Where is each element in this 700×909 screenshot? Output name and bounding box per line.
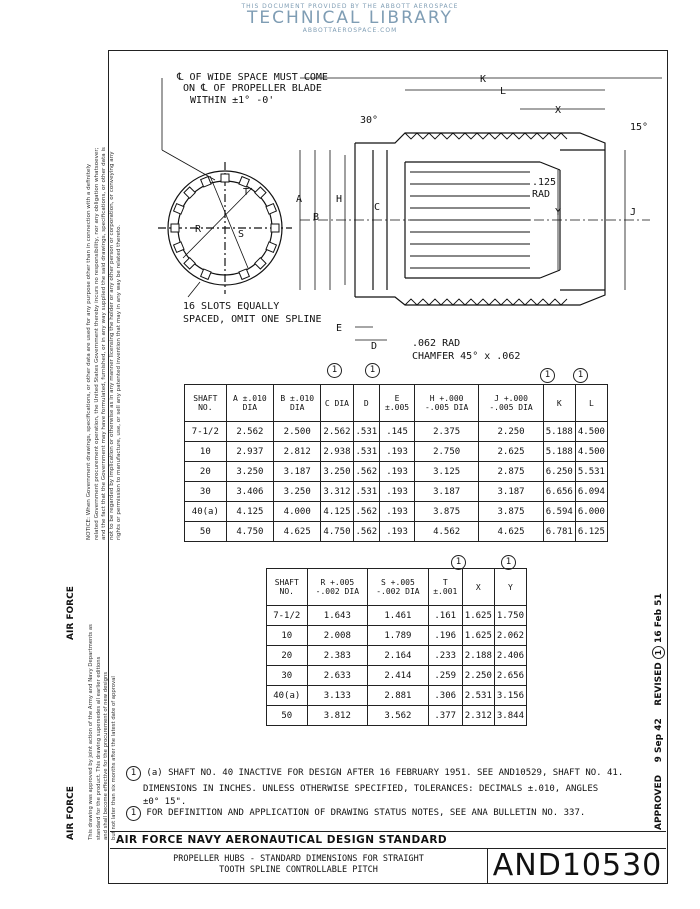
cell-h: 3.187 (414, 482, 478, 502)
label-rad-125: .125 (532, 177, 557, 188)
column-header-r: R +.005 -.002 DIA (307, 569, 368, 606)
cell-h: 4.562 (414, 522, 478, 542)
spline-slot (174, 204, 184, 214)
cell-k: 6.250 (543, 462, 575, 482)
table-row (185, 462, 608, 482)
cell-a: 4.750 (226, 522, 273, 542)
table-row (185, 442, 608, 462)
cell-j: 3.187 (479, 482, 543, 502)
cell-y: 1.750 (494, 606, 526, 626)
table-shaft-dims-2 (266, 568, 527, 726)
cell-k: 6.594 (543, 502, 575, 522)
cell-j: 2.625 (479, 442, 543, 462)
cell-r: 3.812 (307, 706, 368, 726)
cell-a: 2.937 (226, 442, 273, 462)
cell-shaft: 50 (267, 706, 308, 726)
cell-e: .193 (380, 462, 415, 482)
cell-j: 3.875 (479, 502, 543, 522)
column-header-k: K (543, 385, 575, 422)
cell-r: 2.008 (307, 626, 368, 646)
status-mark-k: 1 (540, 368, 555, 383)
cell-h: 3.125 (414, 462, 478, 482)
cell-shaft: 20 (267, 646, 308, 666)
dim-e: E (336, 323, 343, 334)
column-header-d: D (353, 385, 380, 422)
spline-slot (174, 242, 184, 252)
table-row (267, 626, 527, 646)
cell-k: 5.188 (543, 422, 575, 442)
label-rad-062: .062 RAD (412, 338, 461, 349)
spline-slot (184, 258, 195, 269)
cell-shaft: 30 (267, 666, 308, 686)
cell-d: .562 (353, 462, 380, 482)
cell-c: 2.562 (321, 422, 353, 442)
cell-h: 3.875 (414, 502, 478, 522)
air-force-label-top: AIR FORCE (66, 586, 76, 640)
drawing-labels (176, 72, 648, 362)
cell-e: .193 (380, 502, 415, 522)
cell-h: 2.750 (414, 442, 478, 462)
cell-c: 4.750 (321, 522, 353, 542)
column-header-a: A ±.010 DIA (226, 385, 273, 422)
cell-c: 4.125 (321, 502, 353, 522)
cell-s: 1.789 (368, 626, 429, 646)
cell-t: .233 (428, 646, 462, 666)
cell-l: 6.094 (575, 482, 607, 502)
dim-x: X (555, 105, 562, 116)
note-1-text: (a) SHAFT NO. 40 INACTIVE FOR DESIGN AFTER 16 FEBRUARY 1951. SEE AND10529, SHAFT NO. 41. (146, 768, 624, 778)
cell-d: .531 (353, 422, 380, 442)
dim-r: R (195, 224, 202, 235)
cell-a: 3.250 (226, 462, 273, 482)
table-shaft-dims-1 (184, 384, 608, 542)
label-angle-15: 15° (630, 122, 649, 133)
cell-x: 2.312 (462, 706, 494, 726)
note-within: WITHIN ±1° -0' (190, 95, 275, 106)
status-mark-x: 1 (451, 555, 466, 570)
dim-k: K (480, 74, 487, 85)
table-row (185, 422, 608, 442)
column-header-x: X (462, 569, 494, 606)
status-mark-y: 1 (501, 555, 516, 570)
cell-y: 2.062 (494, 626, 526, 646)
cell-b: 3.250 (274, 482, 321, 502)
spline-slot (255, 187, 266, 198)
banner-provided-by: THIS DOCUMENT PROVIDED BY THE ABBOTT AEROSPACE (241, 3, 459, 10)
table-header-row (267, 569, 527, 606)
cell-r: 1.643 (307, 606, 368, 626)
table-row (267, 646, 527, 666)
table-header-row (185, 385, 608, 422)
cell-d: .562 (353, 502, 380, 522)
table-row (267, 706, 527, 726)
approval-notice-line: but not later than six months after the latest date of approval (110, 676, 117, 840)
cell-b: 2.812 (274, 442, 321, 462)
dim-b: B (313, 212, 320, 223)
cell-l: 4.500 (575, 422, 607, 442)
table-row (185, 522, 608, 542)
label-rad: RAD (532, 189, 551, 200)
cell-shaft: 20 (185, 462, 227, 482)
cell-shaft: 50 (185, 522, 227, 542)
status-mark-d: 1 (365, 363, 380, 378)
cell-l: 6.000 (575, 502, 607, 522)
drawing-description-line-1: PROPELLER HUBS - STANDARD DIMENSIONS FOR STRAIGHT (173, 854, 424, 864)
cell-x: 2.250 (462, 666, 494, 686)
cell-d: .531 (353, 482, 380, 502)
notice-line: NOTICE: When Government drawings, specifications, or other data are used for any purpose other than in connection with a definitely (86, 163, 92, 540)
cell-t: .161 (428, 606, 462, 626)
engineering-drawing (0, 0, 700, 370)
cell-e: .193 (380, 522, 415, 542)
cell-l: 4.500 (575, 442, 607, 462)
dim-l: L (500, 86, 507, 97)
note-3-mark: 1 (126, 806, 141, 821)
cell-s: 1.461 (368, 606, 429, 626)
air-force-label-bottom: AIR FORCE (66, 786, 76, 840)
table-row (185, 502, 608, 522)
cell-s: 2.881 (368, 686, 429, 706)
cell-b: 3.187 (274, 462, 321, 482)
cell-t: .259 (428, 666, 462, 686)
status-mark-l: 1 (573, 368, 588, 383)
cell-b: 2.500 (274, 422, 321, 442)
cell-a: 4.125 (226, 502, 273, 522)
cell-k: 6.781 (543, 522, 575, 542)
cell-a: 3.406 (226, 482, 273, 502)
spline-grooves (410, 172, 530, 268)
column-header-shaft: SHAFT NO. (185, 385, 227, 422)
cell-shaft: 10 (267, 626, 308, 646)
spline-slot (271, 224, 279, 232)
cell-r: 2.633 (307, 666, 368, 686)
notice-line: related Government procurement operation, the United States Government thereby incurs no responsibility, nor any obligation whatsoever; (93, 147, 100, 540)
cell-s: 3.562 (368, 706, 429, 726)
cell-a: 2.562 (226, 422, 273, 442)
cell-d: .531 (353, 442, 380, 462)
cell-x: 2.531 (462, 686, 494, 706)
cell-s: 2.414 (368, 666, 429, 686)
cell-h: 2.375 (414, 422, 478, 442)
note-1 (126, 766, 623, 781)
spline-slot (201, 177, 211, 187)
note-centerline: ℄ OF WIDE SPACE MUST COME (177, 72, 328, 83)
dim-c: C (374, 202, 381, 213)
notice-line: not to be regarded by implication or otherwise as in any manner licensing the holder or any other person or corporation, or conveying any (108, 151, 115, 540)
cell-e: .145 (380, 422, 415, 442)
revised-date: 16 Feb 51 (654, 593, 664, 643)
note-slots-2: SPACED, OMIT ONE SPLINE (183, 314, 322, 325)
note-tolerances-text-2: ±0° 15". (143, 797, 187, 807)
cell-r: 3.133 (307, 686, 368, 706)
dim-a: A (296, 194, 303, 205)
notice-line: and the fact that the Government may have formulated, furnished, or in any way supplied the said drawings, specifications, or other data is (101, 147, 107, 540)
table-row (185, 482, 608, 502)
drawing-description (110, 849, 488, 883)
spline-slot (221, 174, 229, 182)
approval-notice-line: This drawing was approved by joint action of the Army and Navy Departments as (88, 624, 94, 840)
spline-slot (171, 224, 179, 232)
cell-y: 3.156 (494, 686, 526, 706)
table-row (267, 686, 527, 706)
revision-mark: 1 (652, 646, 665, 659)
approved-label: APPROVED (654, 774, 664, 830)
approved-date: 9 Sep 42 (654, 718, 664, 763)
column-header-s: S +.005 -.002 DIA (368, 569, 429, 606)
column-header-l: L (575, 385, 607, 422)
cell-c: 3.312 (321, 482, 353, 502)
drawing-description-line-2: TOOTH SPLINE CONTROLLABLE PITCH (219, 865, 378, 875)
notice-line: rights or permission to manufacture, use, or sell any patented invention that may in any way be related thereto. (116, 224, 122, 540)
column-header-y: Y (494, 569, 526, 606)
column-header-h: H +.000 -.005 DIA (414, 385, 478, 422)
cell-r: 2.383 (307, 646, 368, 666)
cell-x: 1.625 (462, 626, 494, 646)
spline-slot (266, 242, 276, 252)
banner-title: TECHNICAL LIBRARY (247, 8, 453, 28)
cell-shaft: 7-1/2 (185, 422, 227, 442)
approval-notice-line: standard for the product. This drawing supersedes all earlier editions (95, 656, 102, 840)
column-header-t: T ±.001 (428, 569, 462, 606)
approval-notice-line: and shall become effective for the procurement of new designs (103, 671, 109, 840)
label-chamfer: CHAMFER 45° x .062 (412, 351, 521, 362)
cell-t: .306 (428, 686, 462, 706)
dim-d: D (371, 341, 378, 352)
spline-slot (239, 269, 249, 279)
hub-section-view (300, 133, 650, 305)
cell-j: 2.875 (479, 462, 543, 482)
approval-block (652, 593, 665, 830)
spline-slot (201, 269, 211, 279)
cell-c: 2.938 (321, 442, 353, 462)
status-mark-c: 1 (327, 363, 342, 378)
spline-slot (239, 177, 249, 187)
approval-notice (88, 624, 118, 840)
note-slots: 16 SLOTS EQUALLY (183, 301, 280, 312)
cell-x: 2.188 (462, 646, 494, 666)
column-header-b: B ±.010 DIA (274, 385, 321, 422)
cell-e: .193 (380, 482, 415, 502)
cell-x: 1.625 (462, 606, 494, 626)
cell-shaft: 40(a) (185, 502, 227, 522)
standard-header: AIR FORCE NAVY AERONAUTICAL DESIGN STANDARD (110, 832, 666, 849)
dim-j: J (630, 207, 637, 218)
dim-s: S (238, 229, 245, 240)
cell-y: 2.406 (494, 646, 526, 666)
cell-k: 5.188 (543, 442, 575, 462)
cell-y: 2.656 (494, 666, 526, 686)
cell-d: .562 (353, 522, 380, 542)
cell-e: .193 (380, 442, 415, 462)
spline-slot (184, 187, 195, 198)
cell-t: .196 (428, 626, 462, 646)
note-3 (126, 806, 585, 821)
cell-shaft: 40(a) (267, 686, 308, 706)
column-header-j: J +.000 -.005 DIA (479, 385, 543, 422)
table-row (267, 666, 527, 686)
spline-slot (255, 258, 266, 269)
column-header-c: C DIA (321, 385, 353, 422)
title-block (110, 831, 666, 883)
dim-h: H (336, 194, 343, 205)
cell-j: 4.625 (479, 522, 543, 542)
label-angle-30: 30° (360, 115, 379, 126)
dim-y: Y (555, 207, 562, 218)
cell-b: 4.000 (274, 502, 321, 522)
note-1-mark: 1 (126, 766, 141, 781)
cell-k: 6.656 (543, 482, 575, 502)
cell-l: 5.531 (575, 462, 607, 482)
drawing-number: AND10530 (492, 848, 663, 883)
dim-t: T (243, 187, 250, 198)
column-header-e: E ±.005 (380, 385, 415, 422)
cell-shaft: 30 (185, 482, 227, 502)
cell-b: 4.625 (274, 522, 321, 542)
table-row (267, 606, 527, 626)
cell-j: 2.250 (479, 422, 543, 442)
cell-s: 2.164 (368, 646, 429, 666)
note-3-text: FOR DEFINITION AND APPLICATION OF DRAWING STATUS NOTES, SEE ANA BULLETIN NO. 337. (146, 808, 586, 818)
note-on-blade: ON ℄ OF PROPELLER BLADE (183, 83, 322, 94)
cell-t: .377 (428, 706, 462, 726)
cell-shaft: 10 (185, 442, 227, 462)
spline-slot (266, 204, 276, 214)
cell-c: 3.250 (321, 462, 353, 482)
column-header-shaft: SHAFT NO. (267, 569, 308, 606)
cell-l: 6.125 (575, 522, 607, 542)
cell-shaft: 7-1/2 (267, 606, 308, 626)
cell-y: 3.844 (494, 706, 526, 726)
banner-site: ABBOTTAEROSPACE.COM (302, 27, 398, 34)
note-tolerances-text: DIMENSIONS IN INCHES. UNLESS OTHERWISE SPECIFIED, TOLERANCES: DECIMALS ±.010, ANGLES (143, 784, 599, 794)
revised-label: REVISED (654, 662, 664, 706)
